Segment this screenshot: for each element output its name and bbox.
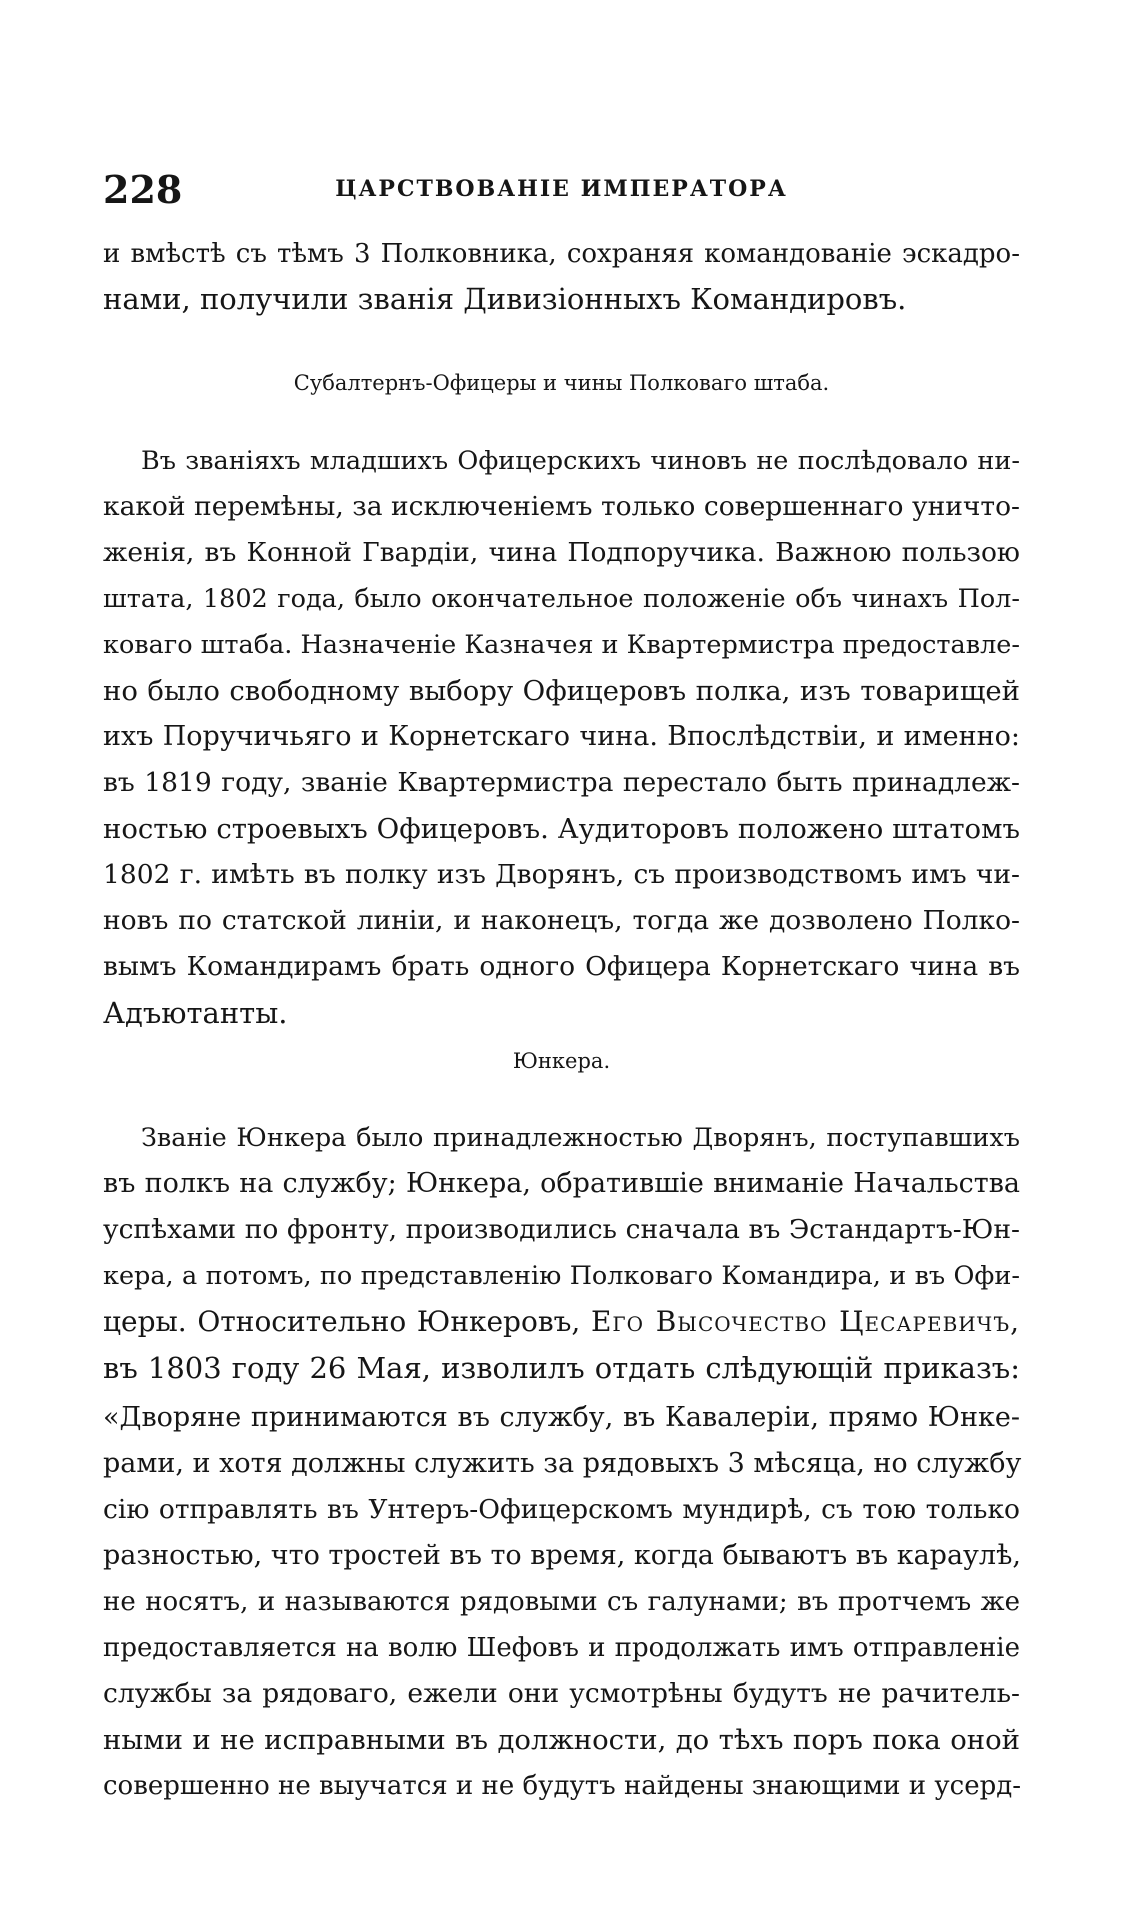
text-line: въ полкъ на службу; Юнкера, обратившіе вниманіе Начальства (103, 1168, 1020, 1199)
text-line: коваго штаба. Назначеніе Казначея и Квартермистра предоставле- (103, 630, 1020, 660)
text-line: въ 1803 году 26 Мая, изволилъ отдать слѣдующій приказъ: (103, 1351, 1020, 1385)
emphasized-title: Его Высочество Цесаревичъ, (590, 1305, 1020, 1338)
text-line: ностью строевыхъ Офицеровъ. Аудиторовъ положено штатомъ (103, 813, 1020, 845)
quote-line: совершенно не выучатся и не будутъ найдены знающими и усерд- (103, 1771, 1022, 1801)
text-run: церы. Относительно Юнкеровъ, (103, 1305, 591, 1338)
text-line: Адъютанты. (103, 996, 288, 1030)
text-line: женія, въ Конной Гвардіи, чина Подпоручика. Важною пользою (103, 537, 1020, 568)
quote-line: «Дворяне принимаются въ службу, въ Кавалеріи, прямо Юнке- (103, 1402, 1020, 1433)
quote-line: службы за рядоваго, ежели они усмотрѣны будутъ не рачитель- (103, 1678, 1020, 1709)
text-line: 1802 г. имѣть въ полку изъ Дворянъ, съ производствомъ имъ чи- (103, 859, 1020, 890)
quote-line: разностью, что тростей въ то время, когда бываютъ въ караулѣ, (103, 1540, 1021, 1571)
section-heading: Юнкера. (512, 1049, 611, 1073)
text-line: кера, а потомъ, по представленію Полковаго Командира, и въ Офи- (103, 1261, 1020, 1291)
text-line: нами, получили званія Дивизіонныхъ Командировъ. (103, 282, 907, 316)
text-line: но было свободному выбору Офицеровъ полка, изъ товарищей (103, 675, 1020, 707)
page-number: 228 (103, 167, 183, 212)
running-head: ЦАРСТВОВАНІЕ ИМПЕРАТОРА (335, 176, 788, 202)
text-line: вымъ Командирамъ брать одного Офицера Корнетскаго чина въ (103, 951, 1020, 982)
text-line: штата, 1802 года, было окончательное положеніе объ чинахъ Пол- (103, 584, 1020, 614)
text-line: ихъ Поручичьяго и Корнетскаго чина. Впослѣдствіи, и именно: (103, 721, 1020, 752)
quote-line: сію отправлять въ Унтеръ-Офицерскомъ мундирѣ, съ тою только (103, 1494, 1020, 1525)
text-line: успѣхами по фронту, производились сначала въ Эстандартъ-Юн- (103, 1214, 1020, 1245)
page-header (103, 167, 1020, 220)
quote-line: предоставляется на волю Шефовъ и продолжать имъ отправленіе (103, 1633, 1020, 1663)
quote-line: не носятъ, и называются рядовыми съ галунами; въ протчемъ же (103, 1587, 1020, 1617)
text-line (103, 1304, 1020, 1340)
quote-line: рами, и хотя должны служить за рядовыхъ 3 мѣсяца, но службу (103, 1448, 1022, 1479)
section-heading: Субалтернъ-Офицеры и чины Полковаго штаба. (293, 371, 830, 395)
text-line: и вмѣстѣ съ тѣмъ 3 Полковника, сохраняя командованіе эскадро- (103, 239, 1020, 269)
quote-line: ными и не исправными въ должности, до тѣхъ поръ пока оной (103, 1724, 1020, 1756)
text-line: Званіе Юнкера было принадлежностью Дворянъ, поступавшихъ (141, 1123, 1020, 1153)
text-line: новъ по статской линіи, и наконецъ, тогда же дозволено Полко- (103, 905, 1020, 936)
text-line: въ 1819 году, званіе Квартермистра перестало быть принадлеж- (103, 767, 1020, 798)
text-line: Въ званіяхъ младшихъ Офицерскихъ чиновъ не послѣдовало ни- (141, 446, 1020, 476)
text-line: какой перемѣны, за исключеніемъ только совершеннаго уничто- (103, 491, 1020, 522)
